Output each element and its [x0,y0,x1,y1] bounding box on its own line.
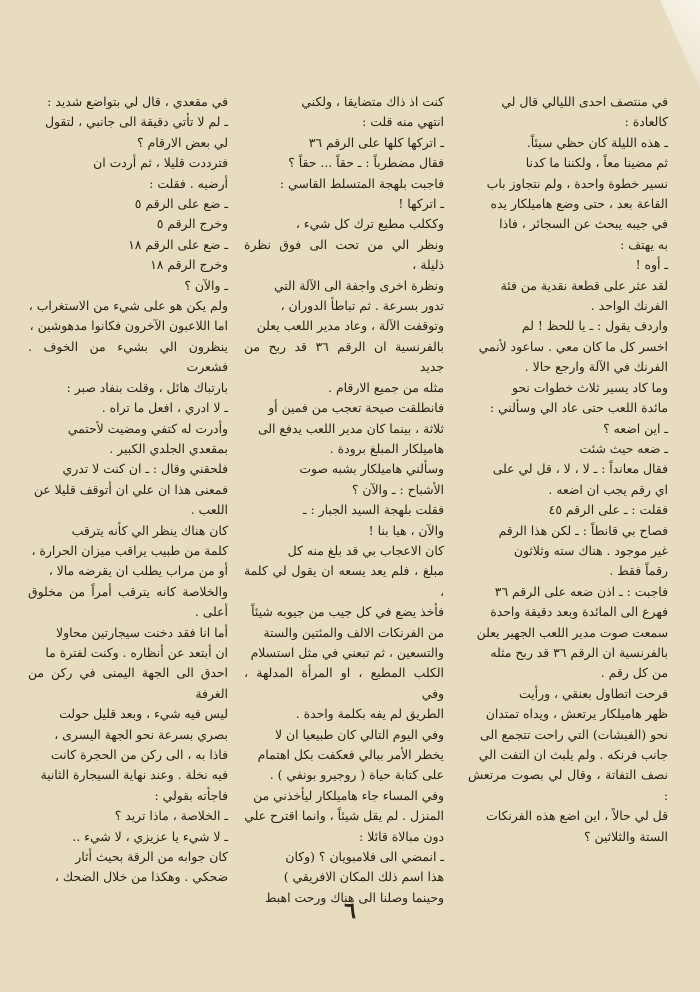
text-line: فاجبت بلهجة المتسلط القاسي : [279,175,444,191]
text-line: كلمة من طبيب يراقب ميزان الحرارة ، [31,542,228,558]
text-line: فهرع الى المائدة وبعد دقيقة واحدة [490,604,668,620]
text-line: على كتابة حياة ( روجيرو بونفي ) . [269,767,444,783]
text-line: فاجأته بقولي : [154,787,228,803]
text-line: مائدة اللعب حتى عاد الي وسألني : [489,400,668,416]
text-line: فقلت بلهجة السيد الجبار : ـ [302,502,444,518]
text-line: هاميلكار المبلغ برودة . [329,440,444,456]
text-line: كالعادة : [624,114,668,130]
text-line: فترددت قليلا ، ثم أردت ان [93,155,228,171]
text-line: فاجبت : ـ اذن ضعه على الرقم ٣٦ [494,583,668,599]
text-line: وسألني هاميلكار بشبه صوت [299,461,444,477]
text-line: وفي المساء جاء هاميلكار ليأخذني من [253,787,444,803]
text-line: الستة والثلاثين ؟ [583,828,668,844]
text-line: مبلغ ، فلم يعد يسعه ان يقول لي كلمة ، [244,563,444,599]
text-line: في جيبه يبحث عن السجائر ، فاذا [499,216,668,232]
text-line: بمقعدي الجلدي الكبير . [109,440,228,456]
text-line: به يهتف : [620,236,668,252]
text-line: يخطر الأمر ببالي فعكفت بكل اهتمام [257,747,444,762]
text-line: فاذا به ، الى ركن من الحجرة كانت [50,747,228,762]
text-line: احدق الى الجهة اليمنى في ركن من الغرفة [28,665,228,701]
text-line: والخلاصة كانه يترقب أمراً من مخلوق أعلى . [28,583,228,620]
text-line: ـ لم لا تأتي دقيقة الى جانبي ، لتقول [45,114,228,130]
text-line: من كل رقم . [600,665,668,681]
column-right [468,92,668,847]
text-line: وخرج الرقم ١٨ [150,257,228,273]
text-line: كنت اذ ذاك متضايقا ، ولكني [301,94,444,109]
text-line: أو من مراب يطلب ان يقرضه مالا ، [48,563,228,579]
text-line: فصاح بي قانطاً : ـ لكن هذا الرقم [498,522,668,538]
text-line: ونظر الي من تحت الى فوق نظرة ذليلة ، [244,236,444,273]
text-line: الفرنك الواحد . [590,298,668,314]
text-line: المنزل . لم يقل شيئاً ، وانما اقترح علي [244,808,444,824]
text-line: الكلب المطيع ، او المرأة المدلهة ، وفي [244,665,444,701]
text-line: وأدرت له كتفي ومضيت لأحتمي [67,420,228,436]
text-line: وفي اليوم التالي كان طبيعيا ان لا [275,726,444,742]
text-line: ـ ضع على الرقم ١٨ [128,236,228,252]
text-line: ـ اين اضعه ؟ [603,420,668,436]
text-line: ـ لا ادري ، افعل ما تراه . [101,400,228,416]
text-line: ـ والآن ؟ [184,277,228,293]
text-line: واردف يقول : ـ يا للحظ ! لم [521,318,668,334]
text-line: مثله من جميع الارقام . [328,379,444,395]
text-line: اللعب . [190,502,228,518]
text-line: فأخذ يضع في كل جيب من جيوبه شيئاً [251,604,444,620]
text-line: ليس فيه شيء ، وبعد قليل حولت [59,706,228,722]
text-line: وما كاد يسير ثلاث خطوات نحو [511,379,668,395]
text-line: اي رقم يجب ان اضعه . [548,481,668,497]
text-line: اما اللاعبون الآخرون فكانوا مدهوشين ، [29,318,228,334]
text-line: ونظرة اخرى واجفة الى الآلة التي [273,277,444,293]
text-line: الأشباح : ـ والآن ؟ [351,481,444,497]
text-line: سمعت صوت مدير اللعب الجهير يعلن [476,624,668,640]
text-line: جانب فرنكه . ولم يلبث ان التفت الي [478,747,668,762]
text-line: ـ ضعه حيث شئت [579,440,668,456]
text-line: ـ اتركها ! [398,196,444,212]
text-line: فقلت : ـ على الرقم ٤٥ [548,502,668,518]
text-line: الفرنك في الآلة وارجع حالا . [524,359,668,375]
text-line: لقد عثر على قطعة نقدية من فئة [500,277,668,293]
text-line: فيه نخلة . وعند نهاية السيجارة الثانية [40,767,228,783]
text-line: رقماً فقط . [609,563,668,579]
text-line: وتوقفت الآلة ، وعاد مدير اللعب يعلن [256,318,444,334]
text-line: دون مبالاة قائلا : [359,828,444,844]
text-line: فقال معانداً : ـ لا ، لا ، قل لي على [492,461,668,477]
text-line: ثلاثة ، بينما كان مدير اللعب يدفع الى [257,420,444,436]
text-line: بارتباك هائل ، وقلت بنفاد صبر : [66,379,228,395]
text-line: فانطلقت صيحة تعجب من فمين أو [268,400,444,416]
text-line: انتهي منه قلت : [362,114,444,130]
text-line: في مقعدي ، قال لي بتواضع شديد : [47,94,228,109]
text-line: وككلب مطيع ترك كل شيء ، [295,216,444,232]
text-line: فرحت اتطاول بعنقي ، ورأيت [519,685,668,701]
text-line: نصف التفاتة ، وقال لي بصوت مرتعش : [468,767,668,803]
text-line: وحينما وصلنا الى هناك ورحت اهبط [265,889,444,905]
text-line: كان هناك ينظر الي كأنه يترقب [71,522,228,538]
text-line: ـ ضع على الرقم ٥ [134,196,228,212]
text-line: فقال مضطرباً : ـ حقاً ... حقاً ؟ [288,155,444,171]
text-line: كان جوابه من الرقة بحيث أثار [75,849,228,865]
text-line: ـ انمضي الى فلامبويان ؟ (وكان [285,849,444,865]
text-line: أما انا فقد دخنت سيجارتين محاولا [56,624,228,640]
text-line: ـ الخلاصة ، ماذا تريد ؟ [114,808,228,824]
text-line: الطريق لم يفه بكلمة واحدة . [295,706,444,722]
text-line: ان أبتعد عن أنظاره . وكنت لفترة ما [45,644,228,660]
column-middle [244,92,444,908]
text-line: ـ لا شيء يا عزيزي ، لا شيء .. [72,828,228,844]
page-number: ٦ [344,898,356,924]
text-line: اخسر كل ما كان معي . ساعود لأنمي [478,338,668,354]
text-line: ظهر هاميلكار يرتعش ، ويداه تمتدان [485,706,668,722]
text-line: فلحقني وقال : ـ ان كنت لا تدري [62,461,228,477]
column-left [28,92,228,888]
text-line: ولم يكن هو على شيء من الاستغراب ، [28,298,228,314]
text-line: والآن ، هيا بنا ! [368,522,444,538]
text-line: لي بعض الارقام ؟ [137,134,228,150]
text-line: أرضيه . فقلت : [149,175,228,191]
text-line: هذا اسم ذلك المكان الافريقي ) [283,869,444,885]
text-line: من الفرنكات الالف والمئتين والستة [263,624,444,640]
text-line: في منتصف احدى الليالي قال لي [501,94,668,109]
text-line: بالفرنسية ان الرقم ٣٦ قد ربح من جديد [244,338,444,375]
text-line: ـ اتركها كلها على الرقم ٣٦ [308,134,444,150]
text-line: نسير خطوة واحدة ، ولم نتجاوز باب [486,175,668,191]
text-line: كان الاعجاب بي قد بلغ منه كل [287,542,444,558]
text-line: وخرج الرقم ٥ [156,216,228,232]
text-line: والتسعين ، ثم تبعني في مثل استسلام [250,644,444,660]
text-line: فمعنى هذا ان علي ان أتوقف قليلا عن [33,481,228,497]
text-line: القاعة بعد ، حتى وضع هاميلكار يده [490,196,668,212]
text-line: نحو (الفيشات) التي راحت تتجمع الى [480,726,668,742]
text-line: غير موجود . هناك سته وثلاثون [513,542,668,558]
text-line: ينظرون الي بشيء من الخوف . فشعرت [28,338,228,375]
text-line: قل لي حالاً ، اين اضع هذه الفرنكات [486,808,668,824]
text-line: تدور بسرعة . ثم تباطأ الدوران ، [280,298,444,314]
page-fold-corner [660,0,700,90]
text-line: ـ أوه ! [635,257,668,273]
text-line: بصري بسرعة نحو الجهة اليسرى ، [54,726,228,742]
text-line: ضحكي . وهكذا من خلال الضحك ، [54,869,228,885]
text-line: ـ هذه الليلة كان حظي سيئاً. [526,134,668,150]
text-line: بالفرنسية ان الرقم ٣٦ قد ربح مثله [490,644,668,660]
text-line: ثم مضينا معاً ، ولكننا ما كدنا [525,155,668,171]
